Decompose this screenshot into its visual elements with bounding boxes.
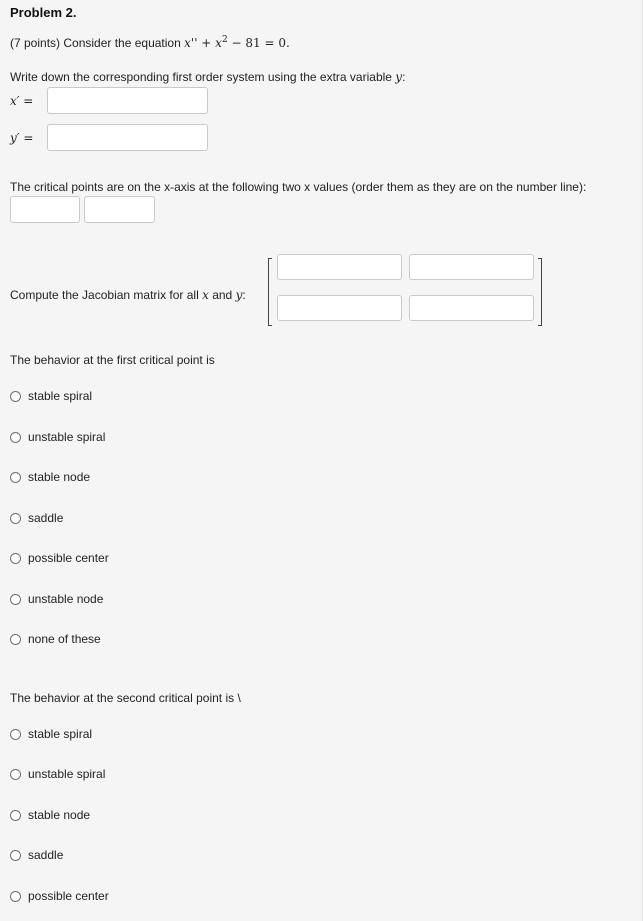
first-option-stable-node[interactable]	[10, 470, 90, 484]
option-label: unstable node	[28, 592, 104, 606]
radio-button[interactable]	[10, 513, 21, 524]
radio-button[interactable]	[10, 472, 21, 483]
option-label: none of these	[28, 632, 101, 646]
equation-mid: '' + x	[190, 36, 222, 50]
first-option-unstable-spiral[interactable]	[10, 430, 105, 444]
option-label: unstable spiral	[28, 430, 106, 444]
first-option-saddle[interactable]	[10, 511, 63, 525]
yprime-input[interactable]	[47, 124, 208, 151]
second-option-stable-spiral[interactable]	[10, 727, 92, 741]
points-text: (7 points) Consider the equation	[10, 36, 185, 50]
second-point-prompt: The behavior at the second critical point is \	[10, 691, 241, 705]
equation-power: 2	[221, 35, 228, 45]
second-option-unstable-spiral[interactable]	[10, 767, 105, 781]
jacobian-end: :	[242, 288, 246, 302]
jacobian-prompt-text: Compute the Jacobian matrix for all	[10, 288, 203, 302]
radio-button[interactable]	[10, 891, 21, 902]
first-option-stable-spiral[interactable]	[10, 389, 92, 403]
radio-button[interactable]	[10, 850, 21, 861]
critical-point-2-input[interactable]	[84, 196, 155, 223]
jacobian-var-x: x	[202, 288, 209, 302]
equation-var: x	[184, 36, 191, 50]
option-label: stable spiral	[28, 389, 93, 403]
radio-button[interactable]	[10, 432, 21, 443]
second-option-saddle[interactable]	[10, 848, 63, 862]
matrix-left-bracket	[268, 258, 272, 326]
radio-button[interactable]	[10, 634, 21, 645]
equation-tail: − 81 = 0.	[227, 36, 290, 50]
critical-points-prompt: The critical points are on the x-axis at the following two x values (order them as they are on the number line):	[10, 180, 587, 194]
system-prompt-variable: y	[395, 70, 403, 84]
option-label: stable node	[28, 808, 91, 822]
jacobian-entry-12[interactable]	[409, 254, 534, 280]
radio-button[interactable]	[10, 810, 21, 821]
jacobian-entry-11[interactable]	[277, 254, 402, 280]
option-label: possible center	[28, 551, 109, 565]
problem-title: Problem 2.	[10, 5, 77, 20]
option-label: saddle	[28, 511, 64, 525]
first-point-prompt: The behavior at the first critical point is	[10, 353, 215, 367]
first-option-unstable-node[interactable]	[10, 592, 103, 606]
first-option-none-of-these[interactable]	[10, 632, 101, 646]
system-prompt	[10, 70, 405, 84]
jacobian-entry-21[interactable]	[277, 295, 402, 321]
problem-statement	[10, 35, 290, 50]
matrix-right-bracket	[538, 258, 542, 326]
option-label: saddle	[28, 848, 64, 862]
radio-button[interactable]	[10, 553, 21, 564]
radio-button[interactable]	[10, 391, 21, 402]
radio-button[interactable]	[10, 729, 21, 740]
yprime-label: y′ =	[10, 131, 34, 145]
jacobian-prompt	[10, 288, 246, 302]
jacobian-var-y: y	[235, 288, 243, 302]
second-option-stable-node[interactable]	[10, 808, 90, 822]
xprime-input[interactable]	[47, 87, 208, 114]
radio-button[interactable]	[10, 769, 21, 780]
system-prompt-end: :	[402, 70, 406, 84]
critical-point-1-input[interactable]	[10, 196, 80, 223]
first-option-possible-center[interactable]	[10, 551, 109, 565]
radio-button[interactable]	[10, 594, 21, 605]
jacobian-and: and	[208, 288, 236, 302]
option-label: stable spiral	[28, 727, 93, 741]
option-label: stable node	[28, 470, 91, 484]
second-option-possible-center[interactable]	[10, 889, 109, 903]
option-label: unstable spiral	[28, 767, 106, 781]
xprime-label: x′ =	[10, 94, 34, 108]
system-prompt-text: Write down the corresponding first order system using the extra variable	[10, 70, 396, 84]
option-label: possible center	[28, 889, 109, 903]
jacobian-entry-22[interactable]	[409, 295, 534, 321]
